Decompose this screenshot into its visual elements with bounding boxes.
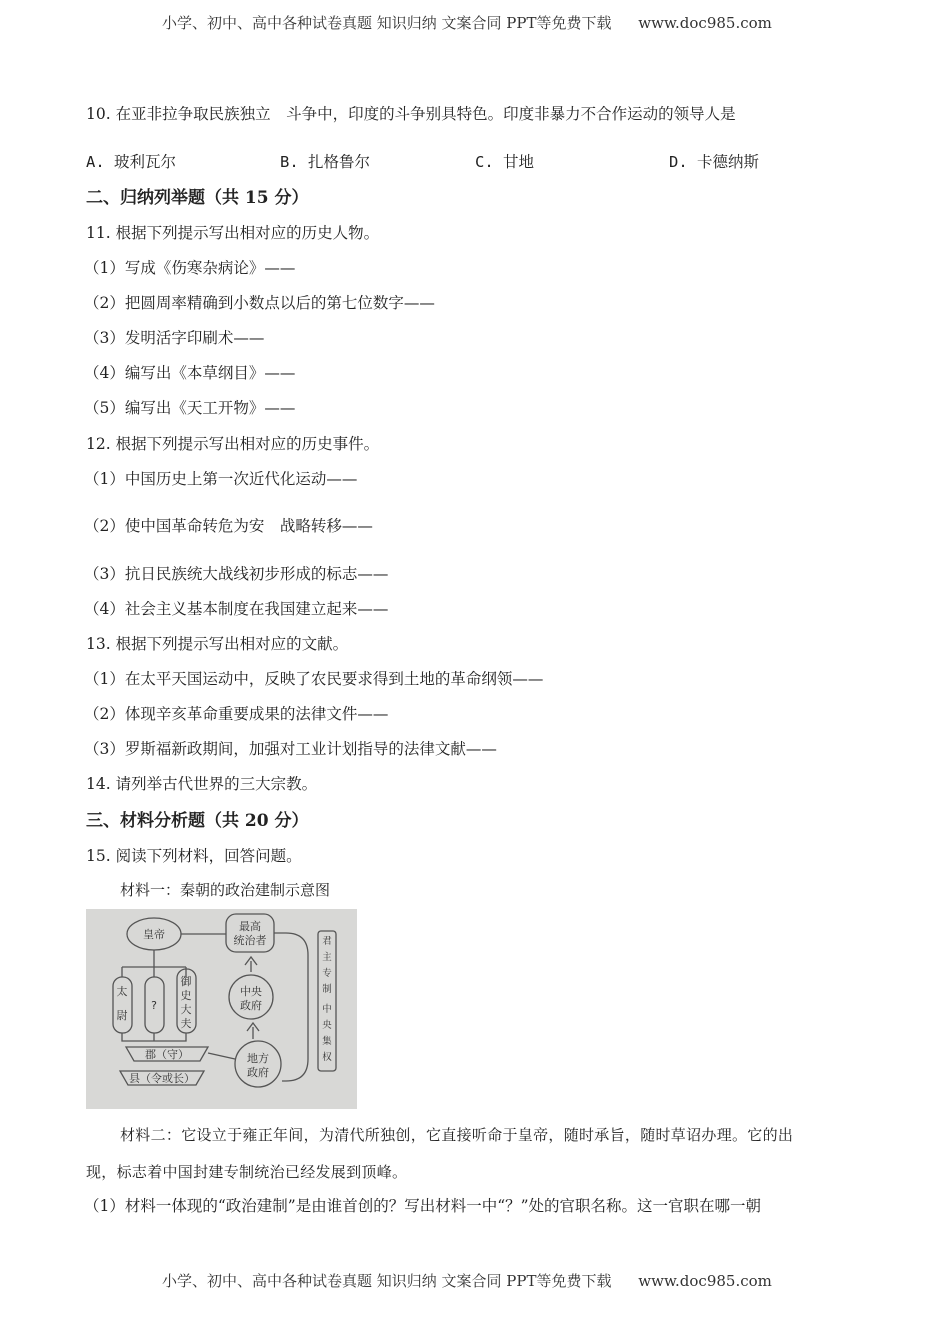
side-label-5: 中 [322, 1004, 332, 1015]
supreme-label-2: 统治者 [233, 934, 267, 947]
q11-item-3: （3）发明活字印刷术—— [84, 329, 265, 347]
q10-option-d: D. 卡德纳斯 [669, 153, 759, 171]
emperor-label: 皇帝 [143, 928, 165, 941]
side-label-7: 集 [322, 1036, 332, 1047]
q10-option-b: B. 扎格鲁尔 [280, 153, 370, 171]
arrow-central-to-supreme [245, 957, 257, 972]
q13-item-1: （1）在太平天国运动中，反映了农民要求得到土地的革命纲领—— [84, 670, 544, 688]
section3-title: 三、材料分析题（共 20 分） [86, 811, 309, 831]
material2-line-2: 现，标志着中国封建专制统治已经发展到顶峰。 [86, 1163, 408, 1181]
q15-stem: 15. 阅读下列材料，回答问题。 [86, 847, 302, 865]
q10-stem: 10. 在亚非拉争取民族独立 斗争中，印度的斗争别具特色。印度非暴力不合作运动的领导人是 [86, 105, 736, 123]
taiwei-label-1: 太 [116, 985, 128, 998]
xian-label: 县（令或长） [129, 1072, 195, 1085]
footer-text: 小学、初中、高中各种试卷真题 知识归纳 文案合同 PPT等免费下载 [162, 1272, 612, 1290]
q12-item-1: （1）中国历史上第一次近代化运动—— [84, 470, 358, 488]
header-site: www.doc985.com [638, 14, 772, 32]
central-label-1: 中央 [240, 985, 262, 998]
diagram-svg [86, 909, 357, 1109]
jun-label: 郡（守） [145, 1048, 189, 1061]
page-header [162, 12, 772, 33]
q13-item-2: （2）体现辛亥革命重要成果的法律文件—— [84, 705, 389, 723]
arrow-local-to-central [247, 1023, 259, 1039]
q11-item-5: （5）编写出《天工开物》—— [84, 399, 296, 417]
connector-local-jun [208, 1053, 235, 1059]
unknown-official-label: ? [151, 999, 157, 1012]
q11-item-4: （4）编写出《本草纲目》—— [84, 364, 296, 382]
page-footer [162, 1270, 772, 1291]
local-label-2: 政府 [247, 1066, 269, 1079]
footer-site: www.doc985.com [638, 1272, 772, 1290]
side-label-1: 君 [322, 936, 332, 947]
q14-stem: 14. 请列举古代世界的三大宗教。 [86, 775, 318, 793]
header-text: 小学、初中、高中各种试卷真题 知识归纳 文案合同 PPT等免费下载 [162, 14, 612, 32]
section2-title: 二、归纳列举题（共 15 分） [86, 188, 309, 208]
material2-line-1: 材料二：它设立于雍正年间，为清代所独创，它直接听命于皇帝，随时承旨，随时草诏办理。它的出 [120, 1126, 794, 1144]
side-label-8: 权 [322, 1052, 332, 1063]
local-label-1: 地方 [247, 1052, 269, 1065]
converge-connector [122, 1033, 186, 1041]
q11-stem: 11. 根据下列提示写出相对应的历史人物。 [86, 224, 380, 242]
yushi-label-4: 夫 [180, 1017, 192, 1030]
side-label-3: 专 [322, 968, 332, 979]
material1-caption: 材料一：秦朝的政治建制示意图 [120, 881, 331, 899]
q10-option-a: A. 玻利瓦尔 [86, 153, 176, 171]
side-label-6: 央 [322, 1020, 332, 1031]
side-label-4: 制 [322, 984, 332, 995]
side-label-2: 主 [322, 952, 332, 963]
taiwei-label-2: 尉 [116, 1009, 128, 1022]
q12-item-4: （4）社会主义基本制度在我国建立起来—— [84, 600, 389, 618]
qin-political-system-diagram [86, 909, 357, 1109]
q12-stem: 12. 根据下列提示写出相对应的历史事件。 [86, 435, 380, 453]
q13-item-3: （3）罗斯福新政期间，加强对工业计划指导的法律文献—— [84, 740, 497, 758]
yushi-label-3: 大 [180, 1003, 192, 1016]
q13-stem: 13. 根据下列提示写出相对应的文献。 [86, 635, 349, 653]
yushi-label-1: 御 [180, 975, 192, 988]
q11-item-1: （1）写成《伤寒杂病论》—— [84, 259, 296, 277]
loop-connector [274, 933, 308, 1081]
q12-item-2: （2）使中国革命转危为安 战略转移—— [84, 517, 373, 535]
yushi-label-2: 史 [180, 989, 192, 1002]
supreme-label-1: 最高 [239, 920, 261, 933]
central-label-2: 政府 [240, 999, 262, 1012]
q10-option-c: C. 甘地 [475, 153, 534, 171]
q15-subquestion-1: （1）材料一体现的“政治建制”是由谁首创的？写出材料一中“？”处的官职名称。这一官职在哪一朝 [84, 1197, 762, 1215]
q11-item-2: （2）把圆周率精确到小数点以后的第七位数字—— [84, 294, 435, 312]
q12-item-3: （3）抗日民族统大战线初步形成的标志—— [84, 565, 389, 583]
